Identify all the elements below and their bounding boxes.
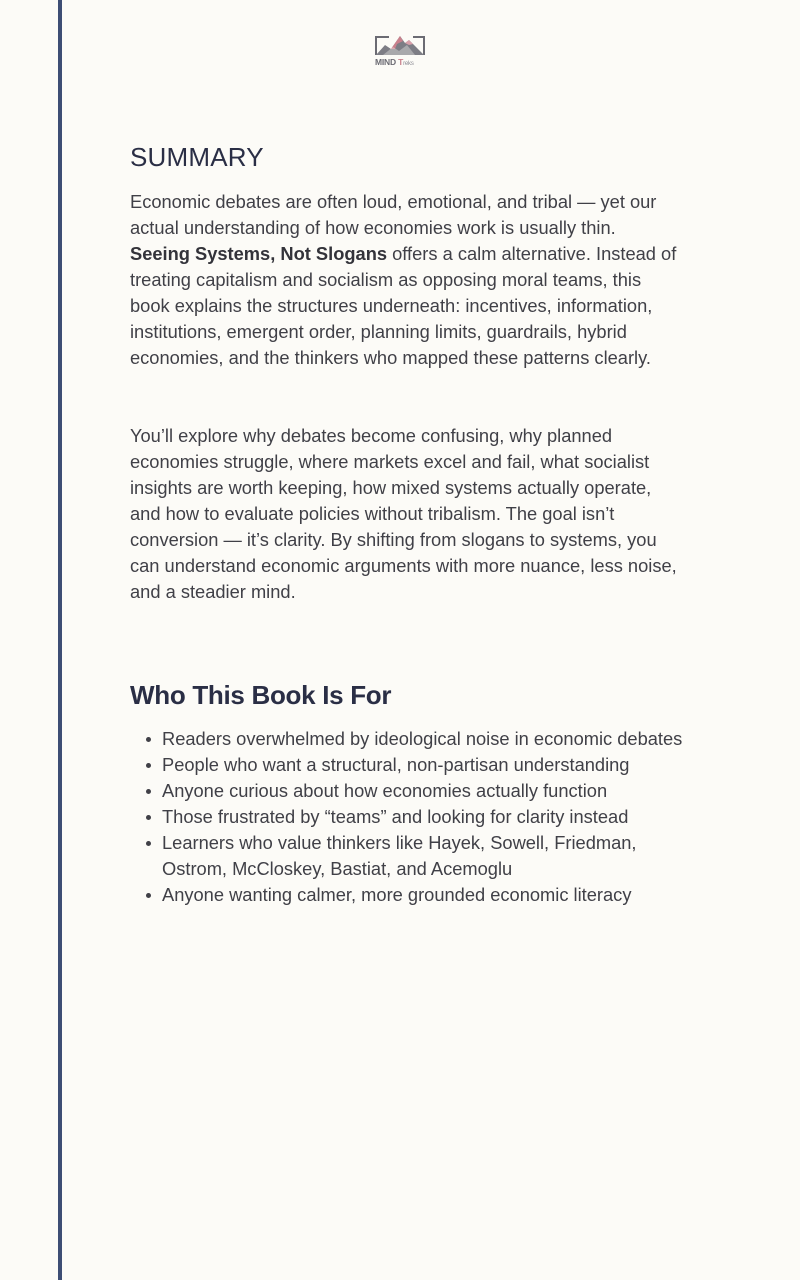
bullet-icon [146,841,151,846]
page-spine-border [58,0,62,1280]
audience-heading: Who This Book Is For [130,680,392,710]
audience-list-item [130,830,690,882]
audience-list-item [130,804,690,830]
bullet-icon [146,737,151,742]
summary-paragraph-1 [130,189,680,371]
audience-item-text: Anyone curious about how economies actually function [162,780,608,801]
bullet-icon [146,893,151,898]
book-title-emphasis: Seeing Systems, Not Slogans [130,243,388,264]
brand-main-text: MIND [375,57,399,67]
audience-list-item [130,726,690,752]
summary-heading: SUMMARY [130,142,264,172]
audience-item-text: Learners who value thinkers like Hayek, Sowell, Friedman, Ostrom, McCloskey, Bastiat, and Acemoglu [162,832,637,879]
audience-list [130,726,690,908]
summary-p1-intro: Economic debates are often loud, emotional, and tribal — yet our actual understanding of how economies work is usually thin. [130,191,657,238]
audience-item-text: Those frustrated by “teams” and looking for clarity instead [162,806,629,827]
audience-item-text: People who want a structural, non-partisan understanding [162,754,630,775]
mountain-logo-icon [373,33,427,57]
brand-t-letter: T [398,57,404,67]
audience-item-text: Readers overwhelmed by ideological noise in economic debates [162,728,683,749]
summary-paragraph-2: You’ll explore why debates become confusing, why planned economies struggle, where markets excel and fail, what socialist insights are worth keeping, how mixed systems actually operate, and how to evaluate policies without tribalism. The goal isn’t conversion — it’s clarity. By shifting from slogans to systems, you can understand economic arguments with more nuance, less noise, and a steadier mind. [130,425,677,602]
audience-list-item [130,778,690,804]
audience-item-text: Anyone wanting calmer, more grounded economic literacy [162,884,632,905]
brand-rest-text: reks [403,61,414,67]
bullet-icon [146,789,151,794]
bullet-icon [146,763,151,768]
summary-p1-rest: offers a calm alternative. Instead of treating capitalism and socialism as opposing moral teams, this book explains the structures underneath: incentives, information, institutions, emergent order, planning limits, guardrails, hybrid economies, and the thinkers who mapped these patterns clearly. [130,243,677,368]
bullet-icon [146,815,151,820]
brand-logo [373,33,427,69]
audience-list-item [130,882,690,908]
audience-list-item [130,752,690,778]
brand-wordmark [375,57,414,67]
